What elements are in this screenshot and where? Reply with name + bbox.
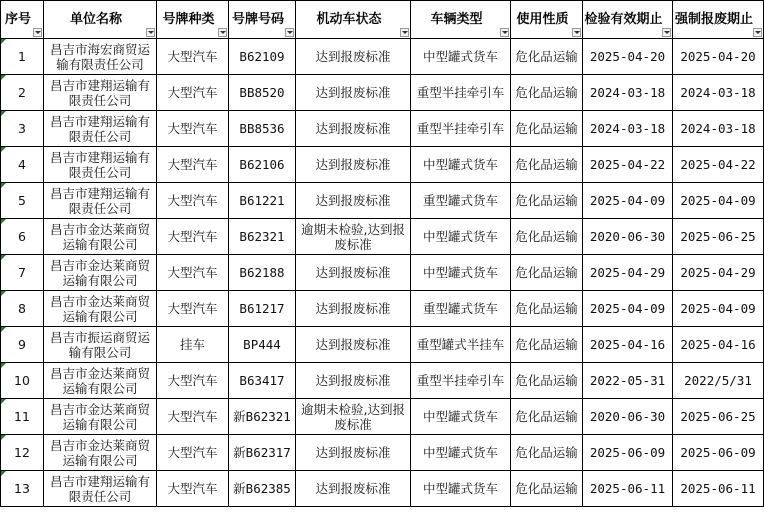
cell-status-text: 达到报废标准 [315, 481, 391, 496]
cell-status-text: 达到报废标准 [315, 373, 391, 388]
cell-usage[interactable] [511, 75, 583, 111]
cell-plate-no-text: B62109 [239, 49, 285, 64]
cell-company[interactable] [44, 435, 157, 471]
cell-plate-type-text: 大型汽车 [167, 301, 218, 316]
cell-status-text: 达到报废标准 [315, 337, 391, 352]
cell-company-text: 昌吉市金达莱商贸运输有限公司 [49, 257, 150, 288]
cell-seq-text: 11 [14, 409, 30, 424]
cell-inspection-expiry[interactable] [583, 291, 673, 327]
cell-plate-no[interactable] [229, 183, 296, 219]
cell-seq-text: 5 [18, 193, 26, 208]
cell-plate-no[interactable] [229, 219, 296, 255]
cell-company-text: 昌吉市建翔运输有限责任公司 [49, 77, 150, 108]
cell-inspection-expiry[interactable] [583, 435, 673, 471]
cell-vehicle-type[interactable] [411, 399, 511, 435]
cell-inspection-expiry-text: 2025-04-16 [589, 337, 666, 352]
cell-company[interactable] [44, 147, 157, 183]
cell-usage[interactable] [511, 471, 583, 507]
cell-scrap-deadline-text: 2025-04-22 [680, 157, 756, 172]
cell-company-text: 昌吉市振运商贸运输有限公司 [49, 329, 150, 360]
cell-scrap-deadline[interactable] [673, 327, 764, 363]
cell-vehicle-type[interactable] [411, 75, 511, 111]
cell-usage[interactable] [511, 39, 583, 75]
cell-vehicle-type-text: 中型罐式货车 [422, 265, 498, 280]
cell-comment-marker [1, 39, 6, 44]
filter-dropdown-icon[interactable] [146, 28, 155, 37]
cell-scrap-deadline-text: 2025-06-11 [680, 481, 756, 496]
cell-seq[interactable] [1, 399, 44, 435]
cell-scrap-deadline-text: 2025-06-25 [680, 409, 756, 424]
cell-vehicle-type[interactable] [411, 39, 511, 75]
cell-inspection-expiry[interactable] [583, 363, 673, 399]
cell-vehicle-type-text: 重型半挂牵引车 [416, 121, 505, 136]
cell-plate-no-text: BB8536 [239, 121, 285, 136]
cell-scrap-deadline-text: 2025-06-09 [680, 445, 756, 460]
table-row [1, 291, 764, 327]
cell-comment-marker [1, 255, 6, 260]
cell-vehicle-type[interactable] [411, 111, 511, 147]
cell-comment-marker [1, 291, 6, 296]
cell-vehicle-type[interactable] [411, 255, 511, 291]
cell-usage-text: 危化品运输 [515, 409, 578, 424]
cell-plate-type[interactable] [157, 435, 229, 471]
cell-status[interactable] [296, 255, 411, 291]
cell-comment-marker [1, 435, 6, 440]
cell-vehicle-type[interactable] [411, 183, 511, 219]
cell-company-text: 昌吉市建翔运输有限责任公司 [49, 113, 150, 144]
cell-vehicle-type[interactable] [411, 291, 511, 327]
cell-status-text: 达到报废标准 [315, 85, 391, 100]
cell-vehicle-type[interactable] [411, 471, 511, 507]
cell-scrap-deadline[interactable] [673, 291, 764, 327]
cell-inspection-expiry-text: 2020-06-30 [589, 229, 666, 244]
cell-company-text: 昌吉市建翔运输有限责任公司 [49, 185, 150, 216]
cell-plate-no-text: B62188 [239, 265, 285, 280]
cell-inspection-expiry-text: 2022-05-31 [589, 373, 666, 388]
cell-inspection-expiry[interactable] [583, 147, 673, 183]
cell-inspection-expiry-text: 2025-04-09 [589, 193, 666, 208]
cell-plate-type[interactable] [157, 255, 229, 291]
cell-vehicle-type-text: 中型罐式货车 [422, 409, 498, 424]
header-usage: 使用性质 [511, 1, 583, 39]
cell-vehicle-type-text: 重型罐式半挂车 [416, 337, 505, 352]
cell-plate-type[interactable] [157, 111, 229, 147]
cell-plate-no[interactable] [229, 75, 296, 111]
filter-dropdown-icon[interactable] [500, 28, 509, 37]
cell-plate-type-text: 大型汽车 [167, 85, 218, 100]
cell-usage-text: 危化品运输 [515, 337, 578, 352]
cell-status[interactable] [296, 111, 411, 147]
cell-inspection-expiry[interactable] [583, 39, 673, 75]
cell-vehicle-type-text: 中型罐式货车 [422, 157, 498, 172]
cell-plate-type-text: 大型汽车 [167, 49, 218, 64]
cell-seq[interactable] [1, 75, 44, 111]
cell-scrap-deadline-text: 2025-04-09 [680, 301, 756, 316]
cell-usage[interactable] [511, 219, 583, 255]
cell-scrap-deadline-text: 2024-03-18 [680, 121, 756, 136]
cell-company[interactable] [44, 219, 157, 255]
cell-usage[interactable] [511, 399, 583, 435]
cell-inspection-expiry[interactable] [583, 219, 673, 255]
cell-vehicle-type[interactable] [411, 327, 511, 363]
cell-plate-type[interactable] [157, 219, 229, 255]
cell-company[interactable] [44, 363, 157, 399]
cell-company-text: 昌吉市金达莱商贸运输有限公司 [49, 401, 150, 432]
cell-status-text: 达到报废标准 [315, 157, 391, 172]
cell-plate-type-text: 大型汽车 [167, 373, 218, 388]
cell-usage[interactable] [511, 255, 583, 291]
cell-status-text: 达到报废标准 [315, 121, 391, 136]
cell-scrap-deadline[interactable] [673, 39, 764, 75]
cell-inspection-expiry[interactable] [583, 399, 673, 435]
cell-usage-text: 危化品运输 [515, 193, 578, 208]
cell-seq-text: 12 [14, 445, 30, 460]
cell-plate-type-text: 大型汽车 [167, 409, 218, 424]
cell-seq[interactable] [1, 183, 44, 219]
cell-plate-type-text: 大型汽车 [167, 121, 218, 136]
table-row [1, 255, 764, 291]
cell-plate-type[interactable] [157, 183, 229, 219]
cell-plate-type[interactable] [157, 291, 229, 327]
table-row [1, 399, 764, 435]
cell-scrap-deadline-text: 2025-04-16 [680, 337, 756, 352]
cell-company-text: 昌吉市海宏商贸运输有限责任公司 [49, 41, 150, 72]
table-row [1, 183, 764, 219]
header-seq: 序号 [1, 1, 44, 39]
cell-seq-text: 2 [18, 85, 26, 100]
cell-seq-text: 8 [18, 301, 26, 316]
cell-plate-no[interactable] [229, 471, 296, 507]
cell-status[interactable] [296, 399, 411, 435]
table-row [1, 327, 764, 363]
cell-plate-type-text: 大型汽车 [167, 265, 218, 280]
cell-usage[interactable] [511, 183, 583, 219]
cell-scrap-deadline-text: 2024-03-18 [680, 85, 756, 100]
table-row [1, 39, 764, 75]
cell-inspection-expiry[interactable] [583, 471, 673, 507]
cell-scrap-deadline[interactable] [673, 363, 764, 399]
cell-seq[interactable] [1, 363, 44, 399]
cell-inspection-expiry[interactable] [583, 75, 673, 111]
cell-status[interactable] [296, 471, 411, 507]
cell-scrap-deadline[interactable] [673, 147, 764, 183]
cell-company-text: 昌吉市金达莱商贸运输有限公司 [49, 293, 150, 324]
cell-usage[interactable] [511, 291, 583, 327]
cell-vehicle-type[interactable] [411, 219, 511, 255]
cell-usage-text: 危化品运输 [515, 157, 578, 172]
cell-company-text: 昌吉市金达莱商贸运输有限公司 [49, 221, 150, 252]
cell-status[interactable] [296, 39, 411, 75]
cell-vehicle-type[interactable] [411, 435, 511, 471]
cell-status[interactable] [296, 183, 411, 219]
cell-inspection-expiry-text: 2025-04-20 [589, 49, 666, 64]
cell-inspection-expiry[interactable] [583, 111, 673, 147]
cell-seq-text: 4 [18, 157, 26, 172]
cell-seq[interactable] [1, 255, 44, 291]
filter-dropdown-icon[interactable] [218, 28, 227, 37]
cell-usage-text: 危化品运输 [515, 229, 578, 244]
cell-usage-text: 危化品运输 [515, 265, 578, 280]
cell-plate-no-text: BB8520 [239, 85, 285, 100]
cell-scrap-deadline[interactable] [673, 183, 764, 219]
header-vehicle-type: 车辆类型 [411, 1, 511, 39]
cell-inspection-expiry-text: 2025-04-22 [589, 157, 666, 172]
filter-dropdown-icon[interactable] [400, 28, 409, 37]
cell-seq-text: 9 [18, 337, 26, 352]
cell-status[interactable] [296, 435, 411, 471]
cell-company[interactable] [44, 327, 157, 363]
cell-usage-text: 危化品运输 [515, 49, 578, 64]
cell-plate-no-text: B62321 [239, 229, 285, 244]
cell-plate-no[interactable] [229, 327, 296, 363]
cell-seq[interactable] [1, 435, 44, 471]
cell-scrap-deadline-text: 2025-04-09 [680, 193, 756, 208]
cell-plate-type[interactable] [157, 471, 229, 507]
cell-status[interactable] [296, 147, 411, 183]
header-plate-type: 号牌种类 [157, 1, 229, 39]
cell-plate-no-text: 新B62317 [233, 445, 291, 460]
cell-vehicle-type-text: 重型罐式货车 [422, 193, 498, 208]
cell-status[interactable] [296, 363, 411, 399]
table-row [1, 363, 764, 399]
cell-status-text: 逾期未检验,达到报废标准 [301, 221, 405, 252]
cell-plate-type[interactable] [157, 75, 229, 111]
cell-company[interactable] [44, 255, 157, 291]
header-status: 机动车状态 [296, 1, 411, 39]
cell-seq[interactable] [1, 219, 44, 255]
cell-inspection-expiry-text: 2024-03-18 [589, 85, 666, 100]
cell-plate-no-text: B62106 [239, 157, 285, 172]
cell-vehicle-type-text: 中型罐式货车 [422, 445, 498, 460]
cell-plate-no-text: 新B62385 [233, 481, 291, 496]
cell-usage[interactable] [511, 111, 583, 147]
cell-plate-type-text: 大型汽车 [167, 229, 218, 244]
cell-scrap-deadline-text: 2022/5/31 [684, 373, 752, 388]
table-row [1, 75, 764, 111]
cell-usage[interactable] [511, 363, 583, 399]
cell-plate-type[interactable] [157, 39, 229, 75]
filter-dropdown-icon[interactable] [285, 28, 294, 37]
cell-plate-no[interactable] [229, 363, 296, 399]
cell-inspection-expiry-text: 2025-04-09 [589, 301, 666, 316]
cell-inspection-expiry[interactable] [583, 327, 673, 363]
cell-plate-type-text: 大型汽车 [167, 481, 218, 496]
cell-company-text: 昌吉市金达莱商贸运输有限公司 [49, 437, 150, 468]
cell-seq-text: 3 [18, 121, 26, 136]
cell-company[interactable] [44, 291, 157, 327]
cell-plate-no[interactable] [229, 291, 296, 327]
cell-seq[interactable] [1, 471, 44, 507]
header-row [1, 1, 764, 39]
cell-seq[interactable] [1, 291, 44, 327]
cell-company[interactable] [44, 39, 157, 75]
cell-status-text: 逾期未检验,达到报废标准 [301, 401, 405, 432]
cell-comment-marker [1, 399, 6, 404]
header-plate-no: 号牌号码 [229, 1, 296, 39]
cell-plate-type-text: 挂车 [179, 337, 205, 352]
cell-status-text: 达到报废标准 [315, 445, 391, 460]
cell-inspection-expiry-text: 2025-04-29 [589, 265, 666, 280]
cell-comment-marker [1, 363, 6, 368]
cell-scrap-deadline[interactable] [673, 111, 764, 147]
cell-usage[interactable] [511, 435, 583, 471]
cell-comment-marker [1, 219, 6, 224]
cell-vehicle-type-text: 中型罐式货车 [422, 49, 498, 64]
cell-status-text: 达到报废标准 [315, 301, 391, 316]
table-row [1, 471, 764, 507]
cell-seq[interactable] [1, 327, 44, 363]
cell-status[interactable] [296, 327, 411, 363]
cell-company[interactable] [44, 111, 157, 147]
cell-scrap-deadline[interactable] [673, 75, 764, 111]
cell-usage-text: 危化品运输 [515, 445, 578, 460]
cell-plate-no[interactable] [229, 399, 296, 435]
cell-plate-no[interactable] [229, 255, 296, 291]
filter-dropdown-icon[interactable] [662, 28, 671, 37]
cell-scrap-deadline[interactable] [673, 219, 764, 255]
cell-plate-no-text: B61221 [239, 193, 285, 208]
cell-vehicle-type-text: 重型半挂牵引车 [416, 85, 505, 100]
cell-vehicle-type-text: 中型罐式货车 [422, 481, 498, 496]
cell-scrap-deadline-text: 2025-06-25 [680, 229, 756, 244]
cell-plate-type-text: 大型汽车 [167, 157, 218, 172]
table-row [1, 147, 764, 183]
header-company: 单位名称 [44, 1, 157, 39]
cell-comment-marker [1, 327, 6, 332]
cell-plate-type[interactable] [157, 363, 229, 399]
cell-comment-marker [1, 471, 6, 476]
cell-scrap-deadline[interactable] [673, 471, 764, 507]
cell-vehicle-type-text: 重型半挂牵引车 [416, 373, 505, 388]
cell-vehicle-type-text: 中型罐式货车 [422, 229, 498, 244]
cell-plate-no[interactable] [229, 147, 296, 183]
cell-company[interactable] [44, 183, 157, 219]
cell-usage[interactable] [511, 147, 583, 183]
header-inspection-expiry: 检验有效期止 [583, 1, 673, 39]
cell-usage[interactable] [511, 327, 583, 363]
cell-inspection-expiry-text: 2020-06-30 [589, 409, 666, 424]
cell-company[interactable] [44, 75, 157, 111]
cell-plate-type-text: 大型汽车 [167, 193, 218, 208]
cell-status-text: 达到报废标准 [315, 193, 391, 208]
cell-company[interactable] [44, 399, 157, 435]
filter-dropdown-icon[interactable] [33, 28, 42, 37]
cell-status-text: 达到报废标准 [315, 265, 391, 280]
cell-scrap-deadline[interactable] [673, 435, 764, 471]
cell-vehicle-type[interactable] [411, 147, 511, 183]
table-body [1, 39, 764, 507]
cell-seq[interactable] [1, 39, 44, 75]
header-scrap-deadline: 强制报废期止 [673, 1, 764, 39]
cell-plate-no-text: B61217 [239, 301, 285, 316]
cell-seq-text: 7 [18, 265, 26, 280]
cell-inspection-expiry[interactable] [583, 255, 673, 291]
cell-plate-type-text: 大型汽车 [167, 445, 218, 460]
cell-inspection-expiry-text: 2025-06-11 [589, 481, 666, 496]
table-row [1, 219, 764, 255]
cell-inspection-expiry-text: 2025-06-09 [589, 445, 666, 460]
cell-scrap-deadline-text: 2025-04-29 [680, 265, 756, 280]
cell-plate-type[interactable] [157, 147, 229, 183]
cell-comment-marker [1, 111, 6, 116]
cell-usage-text: 危化品运输 [515, 373, 578, 388]
filter-dropdown-icon[interactable] [753, 28, 762, 37]
cell-usage-text: 危化品运输 [515, 481, 578, 496]
cell-scrap-deadline[interactable] [673, 399, 764, 435]
cell-plate-type[interactable] [157, 327, 229, 363]
cell-usage-text: 危化品运输 [515, 121, 578, 136]
cell-comment-marker [1, 75, 6, 80]
cell-inspection-expiry[interactable] [583, 183, 673, 219]
cell-company[interactable] [44, 471, 157, 507]
cell-company-text: 昌吉市金达莱商贸运输有限公司 [49, 365, 150, 396]
filter-dropdown-icon[interactable] [572, 28, 581, 37]
cell-status[interactable] [296, 75, 411, 111]
cell-status-text: 达到报废标准 [315, 49, 391, 64]
cell-vehicle-type[interactable] [411, 363, 511, 399]
cell-vehicle-type-text: 重型罐式货车 [422, 301, 498, 316]
cell-seq[interactable] [1, 111, 44, 147]
cell-inspection-expiry-text: 2024-03-18 [589, 121, 666, 136]
cell-comment-marker [1, 183, 6, 188]
table-row [1, 111, 764, 147]
cell-seq-text: 6 [18, 229, 26, 244]
cell-comment-marker [1, 147, 6, 152]
cell-seq-text: 1 [18, 49, 26, 64]
cell-plate-no[interactable] [229, 435, 296, 471]
cell-plate-no[interactable] [229, 111, 296, 147]
cell-plate-type[interactable] [157, 399, 229, 435]
cell-scrap-deadline-text: 2025-04-20 [680, 49, 756, 64]
cell-plate-no-text: 新B62321 [233, 409, 291, 424]
cell-seq-text: 10 [14, 373, 30, 388]
cell-status[interactable] [296, 291, 411, 327]
cell-scrap-deadline[interactable] [673, 255, 764, 291]
cell-plate-no-text: BP444 [243, 337, 281, 352]
cell-seq-text: 13 [14, 481, 30, 496]
cell-plate-no[interactable] [229, 39, 296, 75]
cell-seq[interactable] [1, 147, 44, 183]
table-row [1, 435, 764, 471]
cell-usage-text: 危化品运输 [515, 85, 578, 100]
cell-company-text: 昌吉市建翔运输有限责任公司 [49, 473, 150, 504]
cell-status[interactable] [296, 219, 411, 255]
cell-company-text: 昌吉市建翔运输有限责任公司 [49, 149, 150, 180]
cell-usage-text: 危化品运输 [515, 301, 578, 316]
cell-plate-no-text: B63417 [239, 373, 285, 388]
